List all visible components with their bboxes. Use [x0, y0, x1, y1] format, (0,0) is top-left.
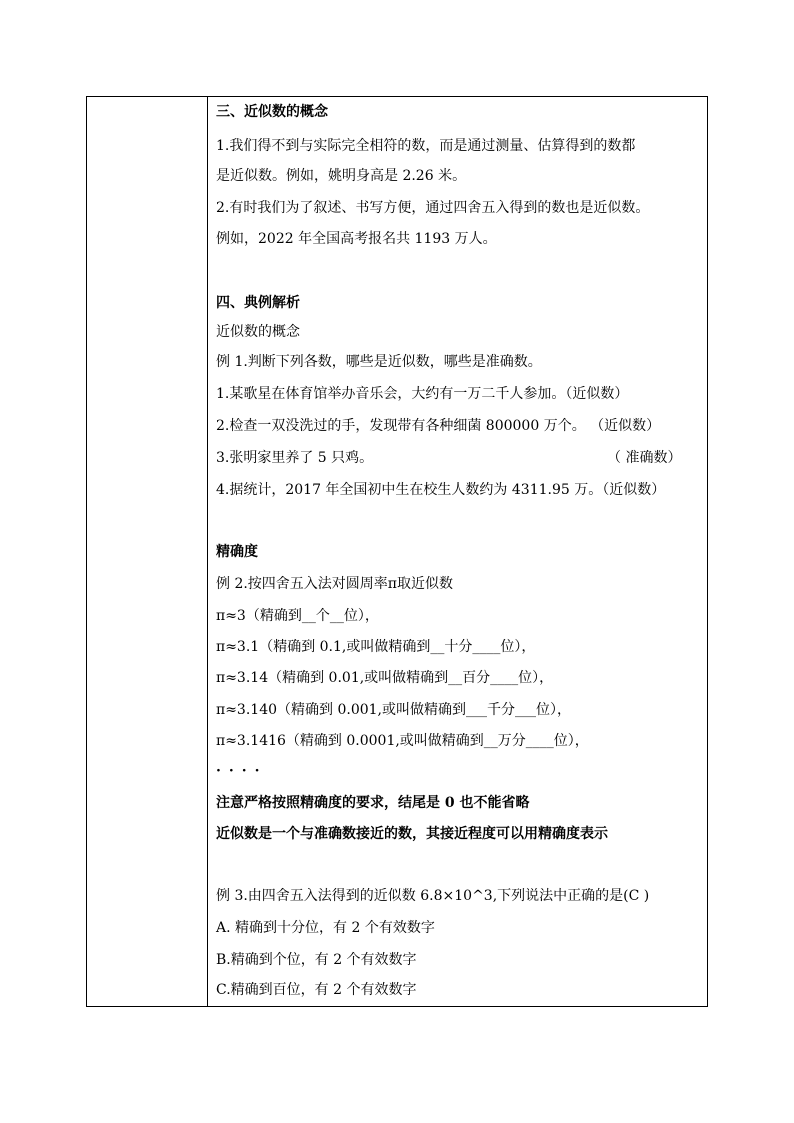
pi-approx-3: π≈3.14（精确到 0.01,或叫做精确到__百分____位）， — [216, 670, 554, 686]
pi-approx-5: π≈3.1416（精确到 0.0001,或叫做精确到__万分____位）， — [216, 733, 589, 749]
pi-approx-2: π≈3.1（精确到 0.1,或叫做精确到__十分____位）， — [216, 639, 536, 655]
column-divider — [207, 97, 208, 1006]
concept-point-2a: 2.有时我们为了叙述、书写方便，通过四舍五入得到的数也是近似数。 — [216, 200, 650, 216]
note-keep-trailing-zero: 注意严格按照精确度的要求，结尾是 0 也不能省略 — [216, 795, 530, 811]
section-title-examples: 四、典例解析 — [216, 295, 300, 311]
example-1-item-2: 2.检查一双没洗过的手，发现带有各种细菌 800000 万个。 （近似数） — [216, 418, 661, 434]
concept-point-1a: 1.我们得不到与实际完全相符的数，而是通过测量、估算得到的数都 — [216, 138, 636, 154]
concept-point-2b: 例如，2022 年全国高考报名共 1193 万人。 — [216, 231, 497, 247]
subheading-precision: 精确度 — [216, 544, 258, 560]
example-1-item-4: 4.据统计，2017 年全国初中生在校生人数约为 4311.95 万。（近似数） — [216, 482, 666, 498]
pi-approx-4: π≈3.140（精确到 0.001,或叫做精确到___千分___位）， — [216, 702, 571, 718]
pi-approx-1: π≈3（精确到__个__位）， — [216, 608, 379, 624]
example-3-option-a: A. 精确到十分位，有 2 个有效数字 — [216, 920, 435, 936]
example-1-prompt: 例 1.判断下列各数，哪些是近似数，哪些是准确数。 — [216, 354, 542, 370]
example-2-prompt: 例 2.按四舍五入法对圆周率π取近似数 — [216, 576, 454, 592]
section-title-concept: 三、近似数的概念 — [216, 104, 328, 120]
concept-point-1b: 是近似数。例如，姚明身高是 2.26 米。 — [216, 168, 467, 184]
example-1-item-1: 1.某歌星在体育馆举办音乐会，大约有一万二千人参加。（近似数） — [216, 386, 629, 402]
example-3-option-b: B.精确到个位，有 2 个有效数字 — [216, 952, 417, 968]
note-precision-definition: 近似数是一个与准确数接近的数，其接近程度可以用精确度表示 — [216, 826, 608, 842]
ellipsis-dots: ···· — [216, 763, 268, 779]
subheading-concept: 近似数的概念 — [216, 324, 300, 340]
lesson-table — [86, 96, 708, 1007]
example-3-prompt: 例 3.由四舍五入法得到的近似数 6.8×10^3,下列说法中正确的是(C ) — [216, 888, 650, 904]
example-1-item-3: 3.张明家里养了 5 只鸡。 — [216, 450, 374, 466]
example-3-option-c: C.精确到百位，有 2 个有效数字 — [216, 982, 417, 998]
example-1-item-3-answer: （ 准确数） — [607, 450, 682, 466]
